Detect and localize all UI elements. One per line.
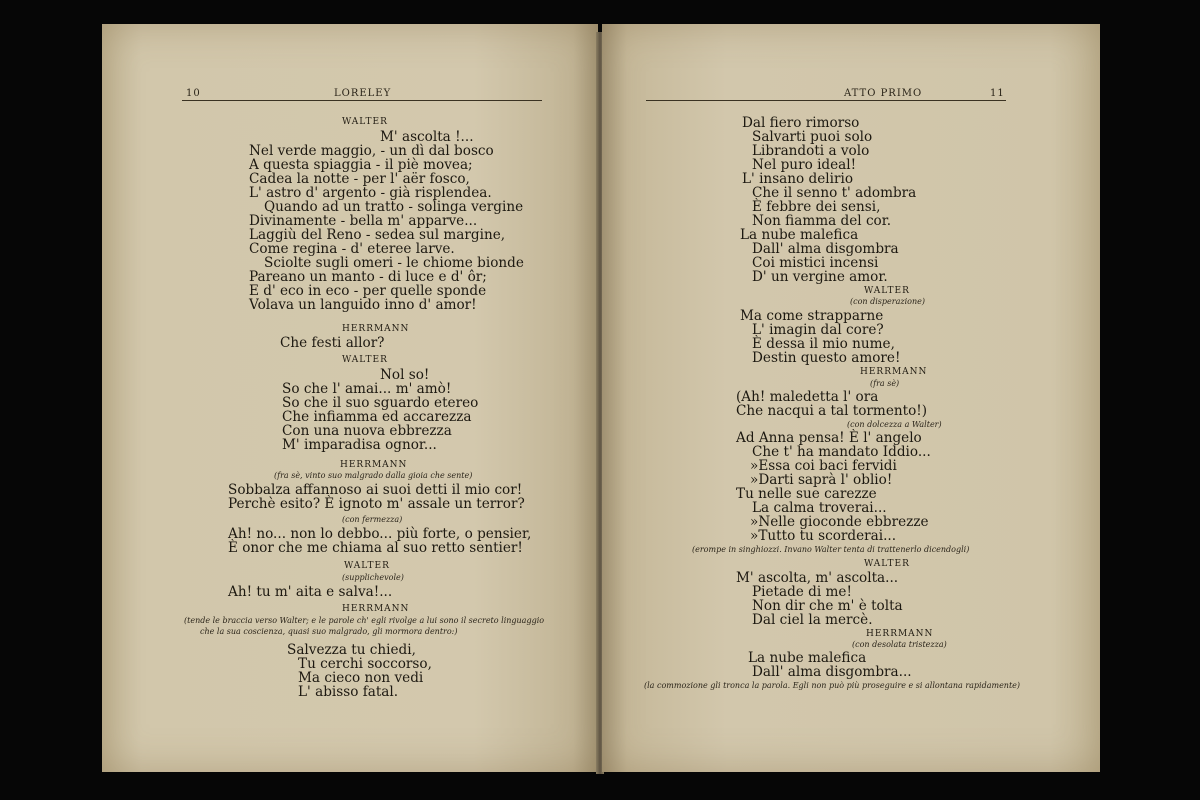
character-name: WALTER — [342, 355, 388, 365]
verse-line: Non fiamma del cor. — [752, 213, 892, 229]
header-rule — [646, 100, 1006, 101]
verse-line: È dessa il mio nume, — [752, 336, 895, 352]
verse-line: Salvezza tu chiedi, — [287, 642, 416, 658]
character-name: HERRMANN — [342, 324, 410, 334]
verse-line: Dall' alma disgombra — [752, 241, 899, 257]
verse-line: M' ascolta !... — [380, 129, 474, 145]
verse-line: So che l' amai... m' amò! — [282, 381, 452, 397]
stage-direction: (con dolcezza a Walter) — [847, 420, 942, 429]
verse-line: Ma come strapparne — [740, 308, 884, 324]
stage-direction: (con desolata tristezza) — [852, 640, 947, 649]
verse-line: La nube malefica — [740, 227, 859, 243]
character-name: HERRMANN — [860, 367, 928, 377]
verse-line: Laggiù del Reno - sedea sul margine, — [249, 227, 506, 243]
verse-line: L' imagin dal core? — [752, 322, 884, 338]
book-spread — [102, 24, 1102, 774]
verse-line: Perchè esito? È ignoto m' assale un terror? — [228, 496, 525, 512]
character-name: WALTER — [342, 117, 388, 127]
verse-line: »Essa coi baci fervidi — [750, 458, 897, 474]
verse-line: Coi mistici incensi — [752, 255, 879, 271]
stage-direction: (con fermezza) — [342, 515, 403, 524]
character-name: HERRMANN — [866, 629, 934, 639]
stage-direction: (con disperazione) — [850, 297, 925, 306]
verse-line: Quando ad un tratto - solinga vergine — [264, 199, 524, 215]
verse-line: Tu cerchi soccorso, — [298, 656, 432, 672]
verse-line: Volava un languido inno d' amor! — [249, 297, 477, 313]
verse-line: Dal fiero rimorso — [742, 115, 860, 131]
verse-line: L' abisso fatal. — [298, 684, 399, 700]
verse-line: Librandoti a volo — [752, 143, 870, 159]
verse-line: Non dir che m' è tolta — [752, 598, 903, 614]
verse-line: Ah! tu m' aita e salva!... — [228, 584, 393, 600]
verse-line: Nol so! — [380, 367, 430, 383]
right-page — [602, 24, 1100, 772]
verse-line: Sciolte sugli omeri - le chiome bionde — [264, 255, 524, 271]
verse-line: M' ascolta, m' ascolta... — [736, 570, 899, 586]
verse-line: Pareano un manto - di luce e d' ôr; — [249, 269, 487, 285]
verse-line: Che il senno t' adombra — [752, 185, 917, 201]
verse-line: Che nacqui a tal tormento!) — [736, 403, 928, 419]
verse-line: Che infiamma ed accarezza — [282, 409, 472, 425]
verse-line: Destin questo amore! — [752, 350, 901, 366]
stage-direction: (erompe in singhiozzi. Invano Walter tenta di trattenerlo dicendogli) — [692, 545, 970, 554]
verse-line: D' un vergine amor. — [752, 269, 888, 285]
verse-line: È febbre dei sensi, — [752, 199, 881, 215]
verse-line: Ah! no... non lo debbo... più forte, o pensier, — [228, 526, 532, 542]
stage-direction: (la commozione gli tronca la parola. Egli non può più proseguire e si allontana rapidamente) — [644, 681, 1021, 690]
verse-line: Nel puro ideal! — [752, 157, 857, 173]
verse-line: Nel verde maggio, - un dì dal bosco — [249, 143, 494, 159]
verse-line: Dall' alma disgombra... — [752, 664, 912, 680]
verse-line: (Ah! maledetta l' ora — [736, 389, 879, 405]
verse-line: E d' eco in eco - per quelle sponde — [249, 283, 487, 299]
verse-line: M' imparadisa ognor... — [282, 437, 437, 453]
verse-line: L' astro d' argento - già risplendea. — [249, 185, 492, 201]
header-rule — [182, 100, 542, 101]
character-name: WALTER — [344, 561, 390, 571]
verse-line: »Tutto tu scorderai... — [750, 528, 897, 544]
stage-direction: (fra sè, vinto suo malgrado dalla gioia che sente) — [274, 471, 473, 480]
verse-line: A questa spiaggia - il piè movea; — [249, 157, 473, 173]
character-name: HERRMANN — [340, 460, 408, 470]
verse-line: Divinamente - bella m' apparve... — [249, 213, 478, 229]
stage-direction: (fra sè) — [870, 379, 900, 388]
character-name: WALTER — [864, 559, 910, 569]
verse-line: Come regina - d' eteree larve. — [249, 241, 455, 257]
verse-line: Dal ciel la mercè. — [752, 612, 873, 628]
verse-line: La nube malefica — [748, 650, 867, 666]
stage-direction: che la sua coscienza, quasi suo malgrado, gli mormora dentro:) — [200, 627, 458, 636]
page-number: 11 — [990, 88, 1005, 99]
page-number: 10 — [186, 88, 201, 99]
verse-line: »Darti saprà l' oblio! — [750, 472, 893, 488]
verse-line: So che il suo sguardo etereo — [282, 395, 479, 411]
verse-line: Che t' ha mandato Iddio... — [752, 444, 931, 460]
verse-line: Ma cieco non vedi — [298, 670, 424, 686]
verse-line: Che festi allor? — [280, 335, 385, 351]
running-head: ATTO PRIMO — [844, 88, 923, 99]
verse-line: »Nelle gioconde ebbrezze — [750, 514, 929, 530]
character-name: HERRMANN — [342, 604, 410, 614]
verse-line: L' insano delirio — [742, 171, 854, 187]
left-page — [102, 24, 598, 772]
verse-line: Cadea la notte - per l' aër fosco, — [249, 171, 470, 187]
character-name: WALTER — [864, 286, 910, 296]
running-head: LORELEY — [334, 88, 392, 99]
verse-line: Ad Anna pensa! È l' angelo — [736, 430, 922, 446]
verse-line: È onor che me chiama al suo retto sentier! — [228, 540, 523, 556]
stage-direction: (tende le braccia verso Walter; e le parole ch' egli rivolge a lui sono il secreto linguaggio — [184, 616, 545, 625]
verse-line: Pietade di me! — [752, 584, 852, 600]
verse-line: Tu nelle sue carezze — [736, 486, 877, 502]
verse-line: Con una nuova ebbrezza — [282, 423, 452, 439]
verse-line: Sobbalza affannoso ai suoi detti il mio cor! — [228, 482, 523, 498]
stage-direction: (supplichevole) — [342, 573, 404, 582]
verse-line: Salvarti puoi solo — [752, 129, 873, 145]
verse-line: La calma troverai... — [752, 500, 887, 516]
